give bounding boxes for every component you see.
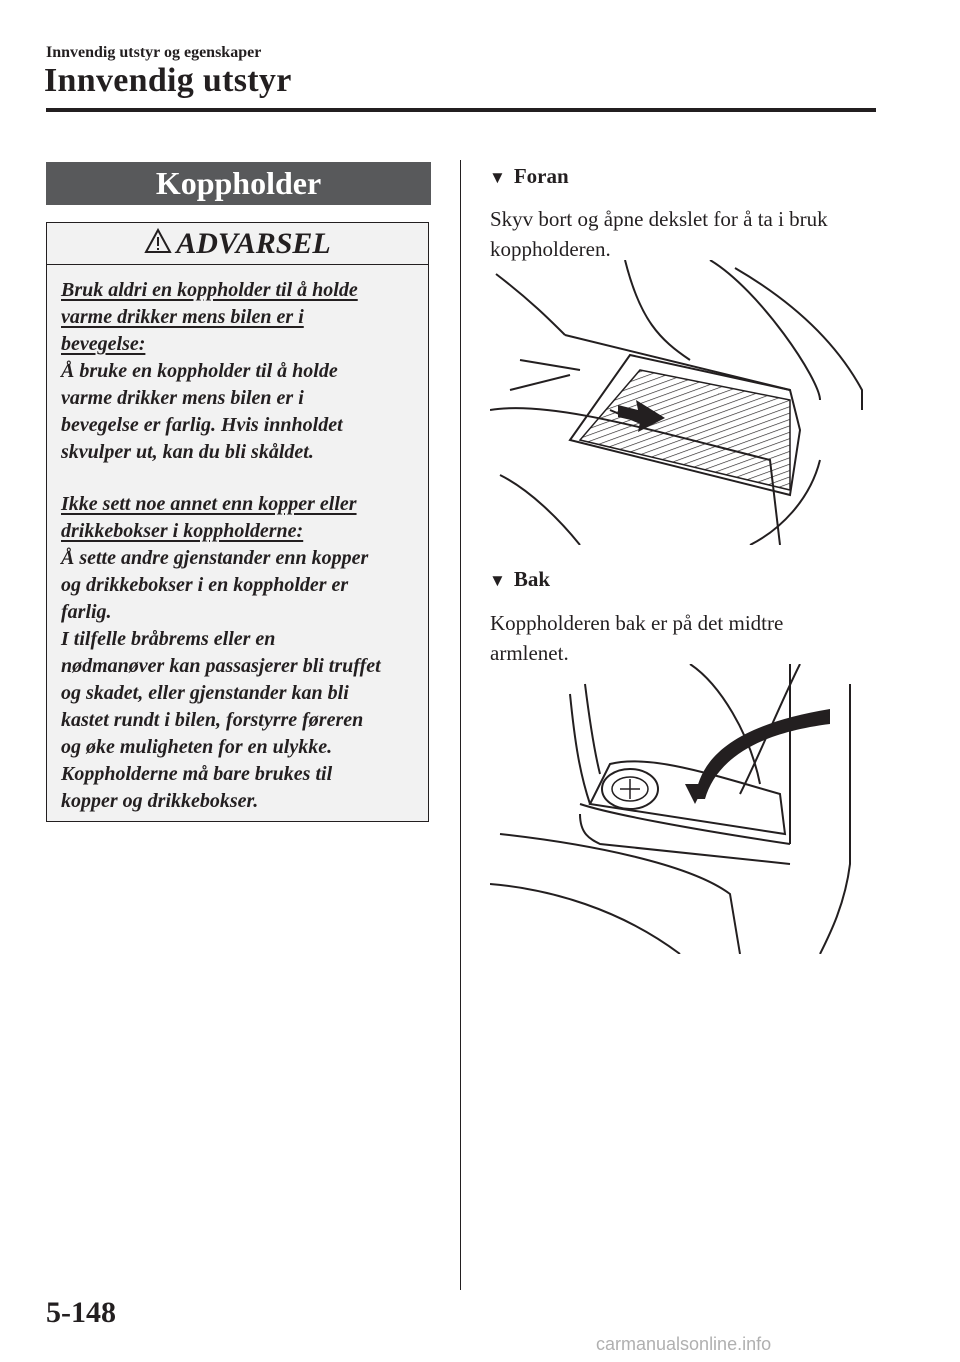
warning-item1-body-line: Å bruke en koppholder til å holde: [61, 360, 338, 382]
warning-item2-heading-line2: drikkebokser i koppholderne:: [61, 520, 304, 542]
warning-item2-body-line: og øke muligheten for en ulykke.: [61, 736, 333, 758]
page-number: 5-148: [46, 1296, 116, 1329]
warning-box: [46, 222, 429, 822]
rear-cupholder-illustration: [490, 664, 880, 954]
warning-item1-heading-line2: varme drikker mens bilen er i: [61, 306, 304, 328]
warning-item1-heading: [61, 277, 421, 358]
front-text-line1: Skyv bort og åpne dekslet for å ta i bruk: [490, 207, 828, 231]
warning-item2-body-line: og skadet, eller gjenstander kan bli: [61, 682, 349, 704]
breadcrumb: Innvendig utstyr og egenskaper: [46, 44, 262, 61]
front-heading-label: Foran: [513, 164, 569, 188]
warning-item2-body-line: farlig.: [61, 601, 112, 623]
warning-item2-body: [61, 545, 421, 815]
page-title: Innvendig utstyr: [44, 62, 292, 99]
warning-item1-heading-line3: bevegelse:: [61, 333, 146, 355]
section-banner: Koppholder: [46, 162, 431, 205]
rear-text: [490, 608, 870, 668]
rear-heading-label: Bak: [513, 567, 551, 591]
warning-item1-heading-line1: Bruk aldri en koppholder til å holde: [61, 279, 358, 301]
warning-item2-body-line: kopper og drikkebokser.: [61, 790, 259, 812]
warning-item2-body-line: I tilfelle bråbrems eller en: [61, 628, 276, 650]
column-divider: [460, 160, 461, 1290]
warning-item2-heading-line1: Ikke sett noe annet enn kopper eller: [61, 493, 357, 515]
warning-item1-body-line: skvulper ut, kan du bli skåldet.: [61, 441, 314, 463]
triangle-down-icon: ▼: [489, 168, 506, 187]
rear-heading: [489, 567, 550, 592]
front-cupholder-illustration: [490, 260, 880, 545]
warning-item2-body-line: nødmanøver kan passasjerer bli truffet: [61, 655, 381, 677]
warning-item2-body-line: Å sette andre gjenstander enn kopper: [61, 547, 369, 569]
warning-item2-heading: [61, 491, 421, 545]
warning-item1-body: [61, 358, 421, 466]
front-heading: [489, 164, 569, 189]
front-text-line2: koppholderen.: [490, 237, 611, 261]
warning-title: ADVARSEL: [176, 227, 331, 260]
rear-text-line1: Koppholderen bak er på det midtre: [490, 611, 784, 635]
warning-item2-body-line: Koppholderne må bare brukes til: [61, 763, 333, 785]
front-text: [490, 204, 870, 264]
triangle-down-icon: ▼: [489, 571, 506, 590]
warning-item1-body-line: bevegelse er farlig. Hvis innholdet: [61, 414, 343, 436]
warning-item2-body-line: og drikkebokser i en koppholder er: [61, 574, 349, 596]
rear-text-line2: armlenet.: [490, 641, 569, 665]
warning-header: [47, 223, 428, 265]
title-rule: [46, 108, 876, 112]
warning-item2-body-line: kastet rundt i bilen, forstyrre føreren: [61, 709, 364, 731]
footer-watermark: carmanualsonline.info: [596, 1334, 772, 1354]
warning-item1-body-line: varme drikker mens bilen er i: [61, 387, 304, 409]
warning-triangle-icon: [144, 228, 172, 254]
